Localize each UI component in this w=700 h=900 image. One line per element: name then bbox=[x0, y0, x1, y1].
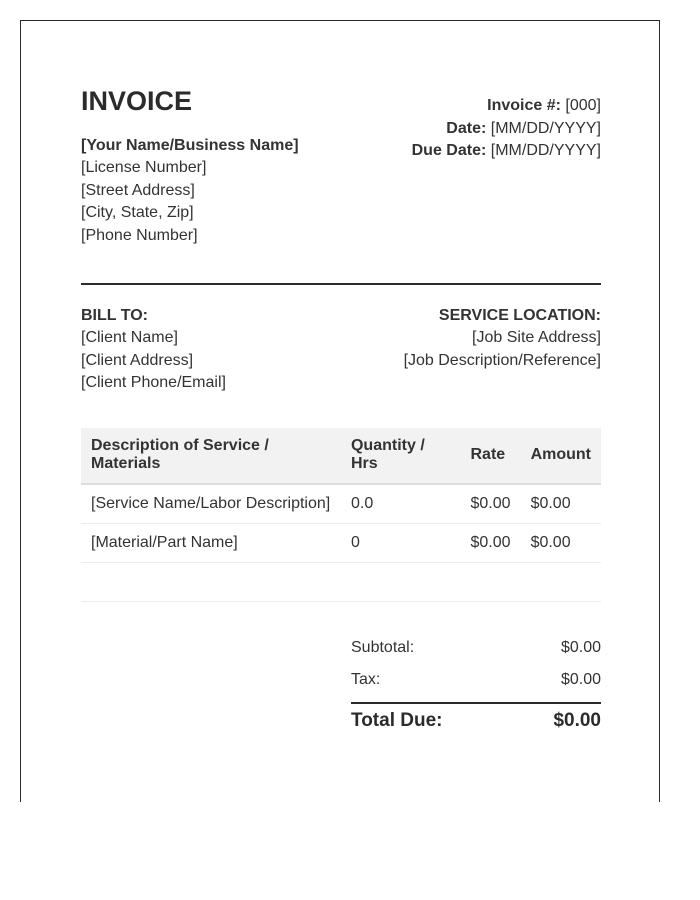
row-quantity: 0 bbox=[341, 523, 461, 562]
invoice-content bbox=[81, 85, 601, 738]
client-name: [Client Name] bbox=[81, 329, 178, 346]
table-header-row bbox=[81, 428, 601, 484]
business-name: [Your Name/Business Name] bbox=[81, 137, 299, 154]
invoice-number-value: [000] bbox=[565, 97, 601, 114]
header-rate: Rate bbox=[461, 428, 521, 484]
job-description: [Job Description/Reference] bbox=[403, 351, 601, 369]
business-street: [Street Address] bbox=[81, 181, 195, 199]
row-quantity bbox=[341, 562, 461, 601]
row-amount: $0.00 bbox=[521, 523, 601, 562]
tax-label: Tax: bbox=[351, 670, 381, 688]
table-row bbox=[81, 562, 601, 601]
line-items-table bbox=[81, 428, 601, 602]
due-date-row bbox=[412, 140, 601, 163]
invoice-number-label: Invoice #: bbox=[487, 97, 561, 114]
bill-to-title: BILL TO: bbox=[81, 307, 148, 324]
invoice-date-row bbox=[412, 118, 601, 141]
total-due-label: Total Due: bbox=[351, 709, 443, 731]
header-divider bbox=[81, 283, 601, 285]
bill-to-block bbox=[81, 305, 226, 395]
row-amount bbox=[521, 562, 601, 601]
job-site-address: [Job Site Address] bbox=[472, 329, 601, 346]
table-row bbox=[81, 484, 601, 524]
client-contact: [Client Phone/Email] bbox=[81, 374, 226, 391]
service-location-title: SERVICE LOCATION: bbox=[438, 307, 601, 324]
row-amount: $0.00 bbox=[521, 484, 601, 524]
parties-section bbox=[81, 305, 601, 395]
invoice-date-label: Date: bbox=[446, 119, 487, 137]
due-date-value: [MM/DD/YYYY] bbox=[490, 142, 601, 159]
business-block bbox=[81, 85, 299, 247]
invoice-number-row bbox=[412, 95, 601, 118]
totals-section bbox=[351, 632, 601, 738]
row-rate bbox=[461, 562, 521, 601]
invoice-title: INVOICE bbox=[81, 86, 193, 116]
tax-row bbox=[351, 664, 601, 696]
invoice-meta bbox=[412, 85, 601, 163]
invoice-header bbox=[81, 85, 601, 247]
header-amount: Amount bbox=[521, 428, 601, 484]
total-due-value: $0.00 bbox=[553, 709, 601, 731]
subtotal-value: $0.00 bbox=[560, 638, 601, 656]
header-description: Description of Service / Materials bbox=[81, 428, 341, 484]
table-row bbox=[81, 523, 601, 562]
row-quantity: 0.0 bbox=[341, 484, 461, 524]
business-phone: [Phone Number] bbox=[81, 226, 198, 244]
service-location-block bbox=[404, 305, 601, 395]
row-description: [Material/Part Name] bbox=[81, 523, 341, 562]
row-rate: $0.00 bbox=[461, 523, 521, 562]
subtotal-row bbox=[351, 632, 601, 664]
subtotal-label: Subtotal: bbox=[351, 638, 415, 656]
business-license: [License Number] bbox=[81, 159, 207, 176]
row-description bbox=[81, 562, 341, 601]
client-address: [Client Address] bbox=[81, 351, 194, 369]
tax-value: $0.00 bbox=[560, 670, 601, 688]
row-rate: $0.00 bbox=[461, 484, 521, 524]
business-city: [City, State, Zip] bbox=[81, 204, 194, 221]
total-due-row bbox=[351, 704, 601, 738]
invoice-sheet bbox=[20, 20, 660, 802]
invoice-date-value: [MM/DD/YYYY] bbox=[490, 119, 601, 137]
due-date-label: Due Date: bbox=[411, 142, 487, 159]
header-quantity: Quantity / Hrs bbox=[341, 428, 461, 484]
row-description: [Service Name/Labor Description] bbox=[81, 484, 341, 524]
